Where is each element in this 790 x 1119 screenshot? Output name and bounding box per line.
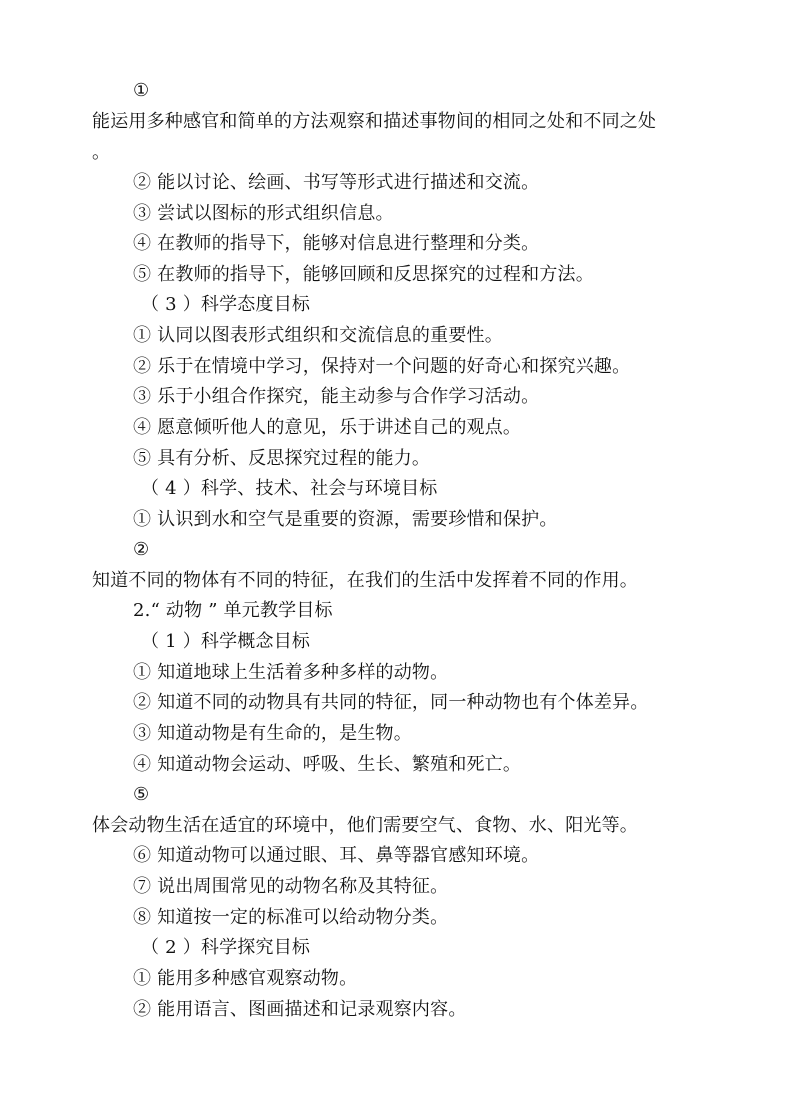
text-line: ② — [133, 539, 150, 560]
section-heading: （ 1 ）科学概念目标 — [141, 631, 311, 652]
text-line: ④ 愿意倾听他人的意见，乐于讲述自己的观点。 — [133, 417, 522, 438]
text-line: ⑦ 说出周围常见的动物名称及其特征。 — [133, 876, 449, 897]
text-line: ① — [133, 80, 150, 101]
text-line: ① 能用多种感官观察动物。 — [133, 968, 358, 989]
text-line: ⑥ 知道动物可以通过眼、耳、鼻等器官感知环境。 — [133, 845, 540, 866]
text-line: ④ 在教师的指导下，能够对信息进行整理和分类。 — [133, 233, 540, 254]
section-heading: （ 3 ）科学态度目标 — [141, 294, 311, 315]
text-line: ⑤ — [133, 784, 150, 805]
section-heading: 2.“ 动物 ” 单元教学目标 — [133, 600, 333, 621]
text-line: ⑤ 在教师的指导下，能够回顾和反思探究的过程和方法。 — [133, 264, 594, 285]
text-line: ③ 尝试以图标的形式组织信息。 — [133, 203, 394, 224]
text-line: ④ 知道动物会运动、呼吸、生长、繁殖和死亡。 — [133, 754, 522, 775]
text-line: ⑤ 具有分析、反思探究过程的能力。 — [133, 448, 431, 469]
text-line: 能运用多种感官和简单的方法观察和描述事物间的相同之处和不同之处 — [92, 111, 657, 132]
section-heading: （ 2 ）科学探究目标 — [141, 937, 311, 958]
text-line: ① 认同以图表形式组织和交流信息的重要性。 — [133, 325, 503, 346]
text-line: ② 知道不同的动物具有共同的特征，同一种动物也有个体差异。 — [133, 692, 649, 713]
text-line: ⑧ 知道按一定的标准可以给动物分类。 — [133, 907, 449, 928]
text-line: ② 能用语言、图画描述和记录观察内容。 — [133, 999, 467, 1020]
text-line: ③ 知道动物是有生命的，是生物。 — [133, 723, 412, 744]
text-line: ② 乐于在情境中学习，保持对一个问题的好奇心和探究兴趣。 — [133, 356, 631, 377]
text-line: ① 认识到水和空气是重要的资源，需要珍惜和保护。 — [133, 509, 558, 530]
text-line: ① 知道地球上生活着多种多样的动物。 — [133, 662, 449, 683]
text-line: ③ 乐于小组合作探究，能主动参与合作学习活动。 — [133, 386, 540, 407]
text-line: ② 能以讨论、绘画、书写等形式进行描述和交流。 — [133, 172, 540, 193]
section-heading: （ 4 ）科学、技术、社会与环境目标 — [141, 478, 438, 499]
text-line: 知道不同的物体有不同的特征，在我们的生活中发挥着不同的作用。 — [92, 570, 638, 591]
text-line: 体会动物生活在适宜的环境中，他们需要空气、食物、水、阳光等。 — [92, 815, 638, 836]
text-line: 。 — [92, 142, 111, 163]
